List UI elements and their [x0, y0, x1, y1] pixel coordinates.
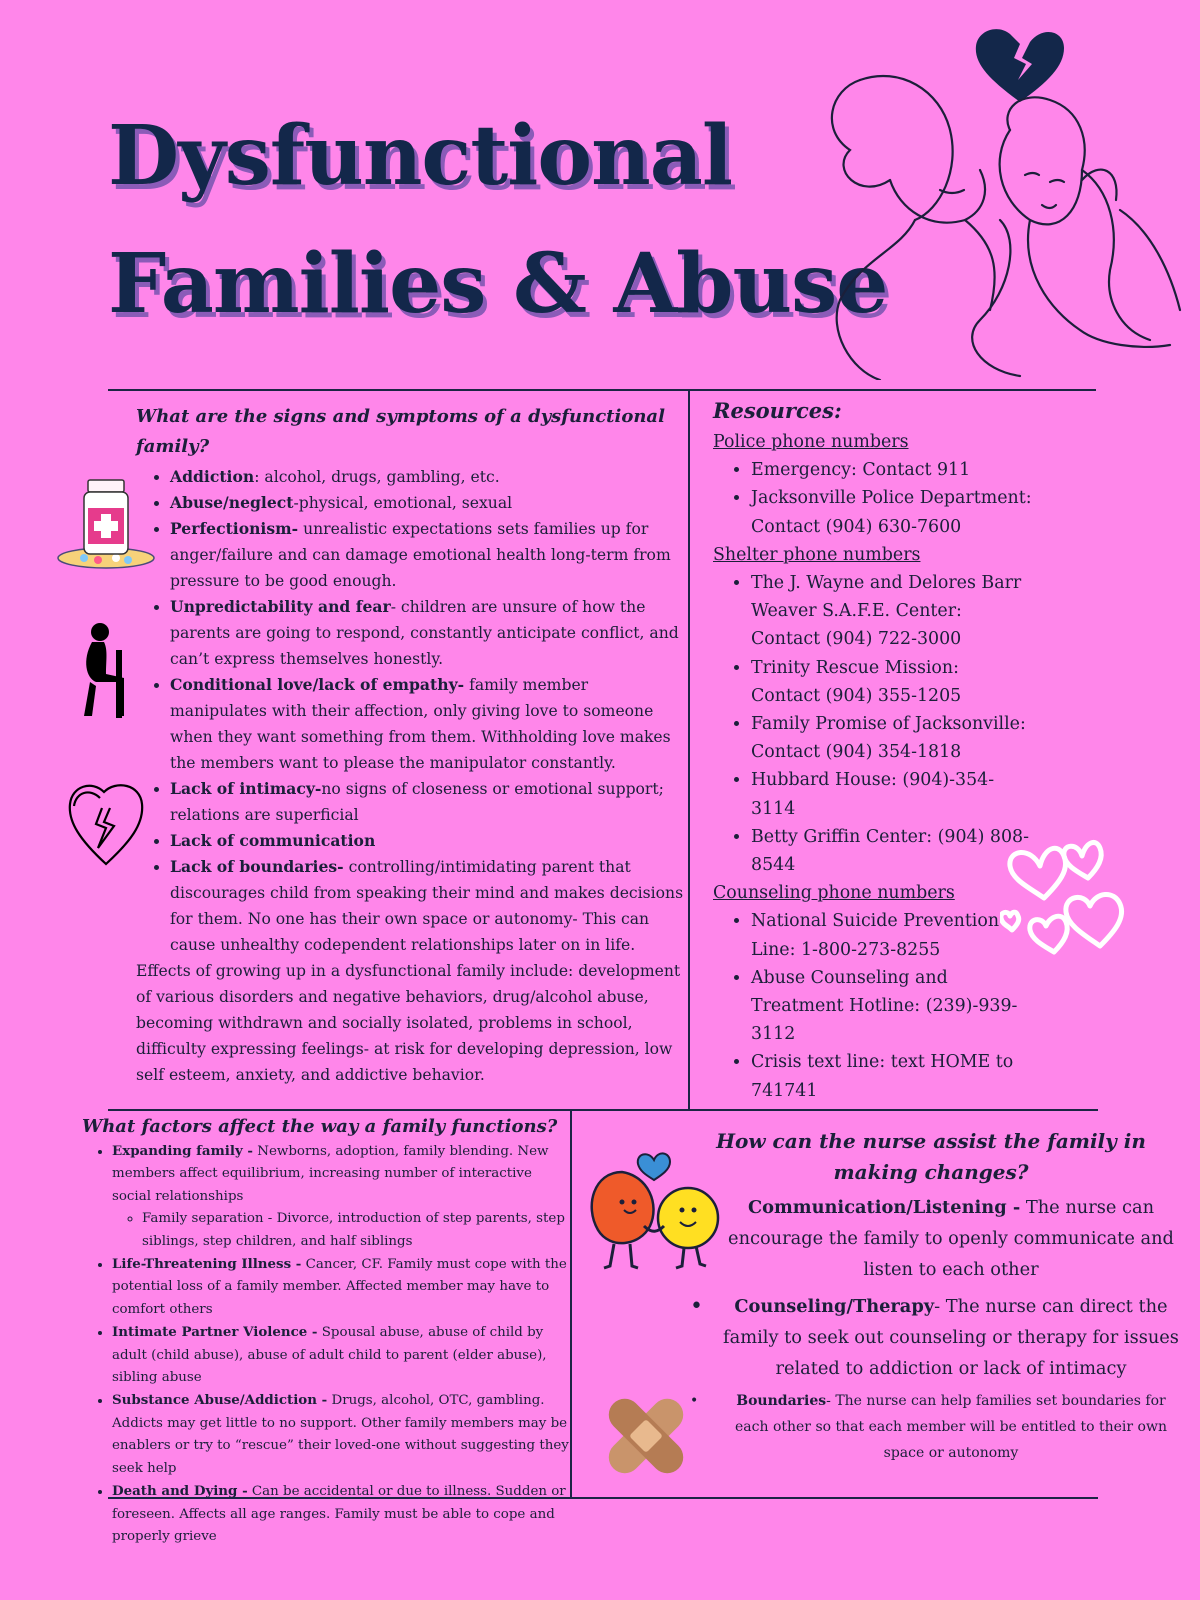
item-text: -physical, emotional, sexual	[293, 494, 513, 512]
list-item	[112, 1480, 572, 1548]
police-label: Police phone numbers	[713, 432, 909, 452]
item-term: Abuse/neglect	[170, 493, 294, 512]
page-title	[108, 92, 887, 348]
item-term: Lack of intimacy-	[170, 779, 322, 798]
item-term: Unpredictability and fear	[170, 597, 391, 616]
list-item: • Abuse Counseling and Treatment Hotline: (239)-939-3112	[751, 964, 1033, 1049]
factors-section	[82, 1114, 572, 1548]
factors-list	[82, 1140, 572, 1548]
item-term: Perfectionism-	[170, 519, 299, 538]
title-line-2: Families & Abuse	[108, 236, 888, 332]
nurse-section	[680, 1126, 1182, 1466]
item-text: unrealistic expectations sets families up for anger/failure and can damage emotional health long-term from pressure to be good enough.	[170, 520, 671, 590]
item-text: - The nurse can direct the family to seek out counseling or therapy for issues related to addiction or lack of intimacy	[723, 1296, 1179, 1379]
item-text: The nurse can encourage the family to openly communicate and listen to each other	[728, 1197, 1174, 1280]
list-item	[170, 828, 684, 854]
item-text: Spousal abuse, abuse of child by adult (child abuse), abuse of adult child to parent (elder abuse), sibling abuse	[112, 1325, 547, 1386]
item-term: Communication/Listening -	[747, 1197, 1021, 1218]
item-term: Expanding family -	[112, 1143, 253, 1159]
item-text: Drugs, alcohol, OTC, gambling. Addicts may get little to no support. Other family members may be enablers or try to “rescue” their loved-one without suggesting they seek help	[112, 1393, 569, 1476]
list-item	[720, 1291, 1182, 1384]
list-item	[112, 1321, 572, 1389]
item-term: Lack of boundaries-	[170, 857, 344, 876]
sad-person-silhouette-icon	[76, 620, 136, 720]
bandage-icon	[600, 1390, 692, 1482]
mother-child-illustration	[820, 70, 1190, 380]
nurse-heading: How can the nurse assist the family in making changes?	[716, 1129, 1146, 1184]
list-item	[112, 1253, 572, 1321]
nurse-item-communication	[720, 1192, 1182, 1285]
item-term: Counseling/Therapy	[734, 1296, 935, 1317]
item-term: Conditional love/lack of empathy-	[170, 675, 465, 694]
item-text: : alcohol, drugs, gambling, etc.	[254, 468, 500, 486]
police-list	[713, 456, 1033, 541]
list-item: • Hubbard House: (904)-354-3114	[751, 766, 1033, 822]
list-item: • The J. Wayne and Delores Barr Weaver S.A.F.E. Center: Contact (904) 722-3000	[751, 569, 1033, 654]
broken-heart-outline-icon	[66, 778, 146, 868]
list-item	[170, 776, 684, 828]
factors-heading: What factors affect the way a family functions?	[82, 1116, 558, 1137]
shelter-label: Shelter phone numbers	[713, 544, 921, 565]
item-text: Can be accidental or due to illness. Sudden or foreseen. Affects all age ranges. Family must be able to cope and properly grieve	[112, 1484, 566, 1544]
item-term: Lack of communication	[170, 831, 376, 850]
divider-middle	[108, 1109, 1098, 1111]
signs-list	[136, 464, 684, 958]
title-line-1: Dysfunctional	[108, 108, 732, 204]
item-text: controlling/intimidating parent that discourages child from speaking their mind and makes decisions for them. No one has their own space or autonomy- This can cause unhealthy codependent relationships later on in life.	[170, 858, 684, 954]
list-item	[170, 490, 684, 516]
list-item	[170, 594, 684, 672]
counseling-list	[713, 907, 1033, 1104]
resources-section	[713, 396, 1033, 1105]
list-item	[112, 1140, 572, 1253]
item-term: Death and Dying -	[112, 1483, 248, 1500]
item-term: Substance Abuse/Addiction -	[112, 1392, 328, 1409]
counseling-label: Counseling phone numbers	[713, 883, 955, 904]
signs-section	[136, 402, 684, 1088]
list-item: • Emergency: Contact 911	[751, 456, 1033, 484]
list-item: • National Suicide Prevention Line: 1-800-273-8255	[751, 907, 1033, 963]
divider-top	[108, 389, 1096, 391]
list-item	[170, 464, 684, 490]
list-item	[170, 854, 684, 958]
list-item	[720, 1388, 1182, 1466]
signs-heading: What are the signs and symptoms of a dysfunctional family?	[136, 406, 665, 457]
list-item	[170, 672, 684, 776]
list-item	[170, 516, 684, 594]
list-item: • Family Promise of Jacksonville: Contact (904) 354-1818	[751, 710, 1033, 766]
item-term: Addiction	[170, 467, 255, 486]
nurse-list	[680, 1291, 1182, 1466]
resources-heading: Resources:	[713, 398, 842, 423]
list-item: • Trinity Rescue Mission: Contact (904) 355-1205	[751, 654, 1033, 710]
effects-paragraph: Effects of growing up in a dysfunctional family include: development of various disorders and negative behaviors, drug/alcohol abuse, becoming withdrawn and socially isolated, problems in school, difficulty expressing feelings- at risk for developing depression, low self esteem, anxiety, and addictive behavior.	[136, 962, 681, 1084]
item-text: Newborns, adoption, family blending. New members affect equilibrium, increasing number of interactive social relationships	[112, 1144, 549, 1204]
list-item: • Crisis text line: text HOME to 741741	[751, 1048, 1033, 1104]
item-text: - The nurse can help families set boundaries for each other so that each member will be entitled to their own space or autonomy	[735, 1393, 1167, 1461]
item-text: family member manipulates with their affection, only giving love to someone when they want something from them. Withholding love makes the members want to please the manipulator constantly.	[170, 676, 671, 772]
list-item	[112, 1389, 572, 1480]
shelter-list	[713, 569, 1033, 879]
hearts-cluster-icon	[1000, 826, 1130, 976]
item-term: Life-Threatening Illness -	[112, 1256, 302, 1273]
item-term: Boundaries	[736, 1393, 827, 1409]
list-item: • Jacksonville Police Department: Contact (904) 630-7600	[751, 484, 1033, 540]
divider-vertical-top	[688, 389, 690, 1111]
item-text: - children are unsure of how the parents are going to respond, constantly anticipate conflict, and can’t express themselves honestly.	[170, 598, 679, 668]
list-item: ◦ Family separation - Divorce, introduction of step parents, step siblings, step children, and half siblings	[142, 1208, 572, 1253]
factors-sublist	[112, 1208, 572, 1253]
item-term: Intimate Partner Violence -	[112, 1324, 318, 1341]
item-text: Cancer, CF. Family must cope with the potential loss of a family member. Affected member may have to comfort others	[112, 1257, 567, 1317]
list-item: • Betty Griffin Center: (904) 808-8544	[751, 823, 1033, 879]
item-text: no signs of closeness or emotional support; relations are superficial	[170, 780, 664, 824]
